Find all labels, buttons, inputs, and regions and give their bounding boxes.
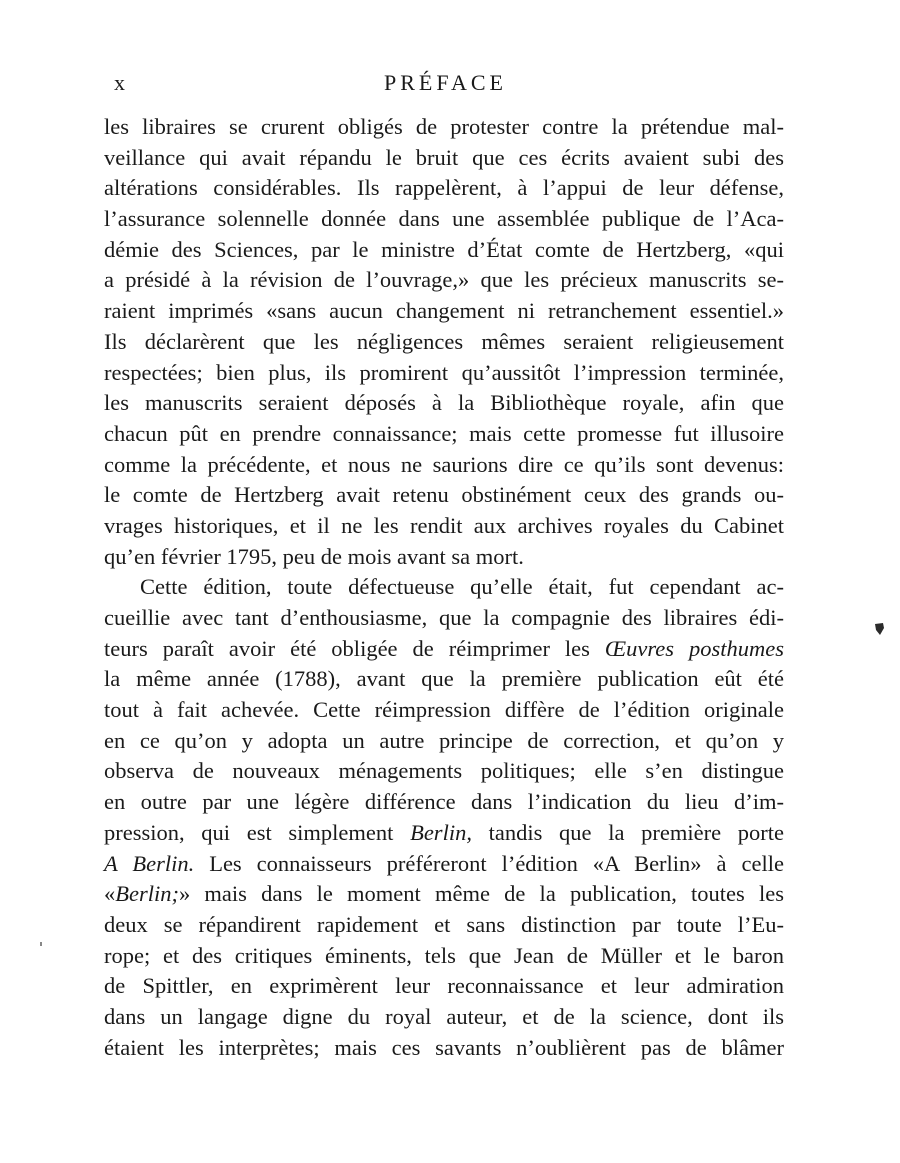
- text-line: les libraires se crurent obligés de protester contre la prétendue mal-: [104, 114, 784, 139]
- italic-place: Berlin;: [115, 881, 179, 907]
- text-line: tout à fait achevée. Cette réimpression diffère de l’édition originale: [104, 697, 784, 723]
- italic-title: Œuvres posthumes: [604, 635, 785, 661]
- text-line: deux se répandirent rapidement et sans distinction par toute l’Eu-: [104, 911, 784, 937]
- text-line: dans un langage digne du royal auteur, et de la science, dont ils: [104, 1003, 784, 1029]
- text-line: l’assurance solennelle donnée dans une assemblée publique de l’Aca-: [104, 206, 784, 232]
- text-line: qu’en février 1795, peu de mois avant sa mort.: [104, 543, 524, 569]
- text-line: raient imprimés «sans aucun changement ni retranchement essentiel.»: [104, 298, 784, 324]
- ink-mark-icon: [873, 622, 885, 636]
- paragraph-start-line: Cette édition, toute défectueuse qu’elle était, fut cependant ac-: [140, 574, 784, 600]
- text-line: chacun pût en prendre connaissance; mais cette promesse fut illusoire: [104, 420, 784, 446]
- body-text: [104, 112, 784, 1063]
- text-line: de Spittler, en exprimèrent leur reconnaissance et leur admiration: [104, 973, 784, 999]
- text-segment: teurs paraît avoir été obligée de réimprimer les: [104, 635, 605, 661]
- italic-place: A Berlin.: [104, 850, 195, 876]
- running-head: [0, 70, 900, 102]
- text-line: [104, 634, 784, 665]
- text-line: démie des Sciences, par le ministre d’État comte de Hertzberg, «qui: [104, 236, 784, 262]
- text-line: en outre par une légère différence dans l’indication du lieu d’im-: [104, 789, 784, 815]
- italic-place: Berlin,: [410, 819, 472, 845]
- text-line: étaient les interprètes; mais ces savants n’oublièrent pas de blâmer: [104, 1034, 784, 1060]
- text-line: observa de nouveaux ménagements politiques; elle s’en distingue: [104, 758, 784, 784]
- text-line: vrages historiques, et il ne les rendit aux archives royales du Cabinet: [104, 512, 784, 538]
- text-line: respectées; bien plus, ils promirent qu’aussitôt l’impression terminée,: [104, 359, 784, 385]
- text-line: a présidé à la révision de l’ouvrage,» que les précieux manuscrits se-: [104, 267, 784, 293]
- text-line: [104, 879, 784, 910]
- page-number: x: [114, 70, 126, 95]
- text-line: altérations considérables. Ils rappelèrent, à l’appui de leur défense,: [104, 175, 784, 201]
- text-segment: tandis que la première porte: [471, 819, 784, 845]
- text-segment: «: [104, 881, 116, 907]
- text-line: comme la précédente, et nous ne saurions dire ce qu’ils sont devenus:: [104, 451, 784, 477]
- text-line: la même année (1788), avant que la première publication eût été: [104, 666, 784, 692]
- text-segment: pression, qui est simplement: [104, 819, 411, 845]
- text-line: veillance qui avait répandu le bruit que ces écrits avaient subi des: [104, 144, 784, 170]
- text-line: [104, 818, 784, 849]
- text-line: [104, 849, 784, 880]
- text-line: rope; et des critiques éminents, tels que Jean de Müller et le baron: [104, 942, 784, 968]
- text-line: Ils déclarèrent que les négligences mêmes seraient religieusement: [104, 328, 784, 354]
- text-line: en ce qu’on y adopta un autre principe de correction, et qu’on y: [104, 727, 784, 753]
- text-line: le comte de Hertzberg avait retenu obstinément ceux des grands ou-: [104, 482, 784, 508]
- text-segment: » mais dans le moment même de la publication, toutes les: [178, 881, 784, 907]
- text-segment: Les connaisseurs préféreront l’édition «A Berlin» à celle: [194, 850, 784, 876]
- text-line: les manuscrits seraient déposés à la Bibliothèque royale, afin que: [104, 390, 784, 416]
- running-title: PRÉFACE: [384, 70, 507, 95]
- text-line: cueillie avec tant d’enthousiasme, que la compagnie des libraires édi-: [104, 605, 784, 630]
- speck-mark: [40, 942, 42, 946]
